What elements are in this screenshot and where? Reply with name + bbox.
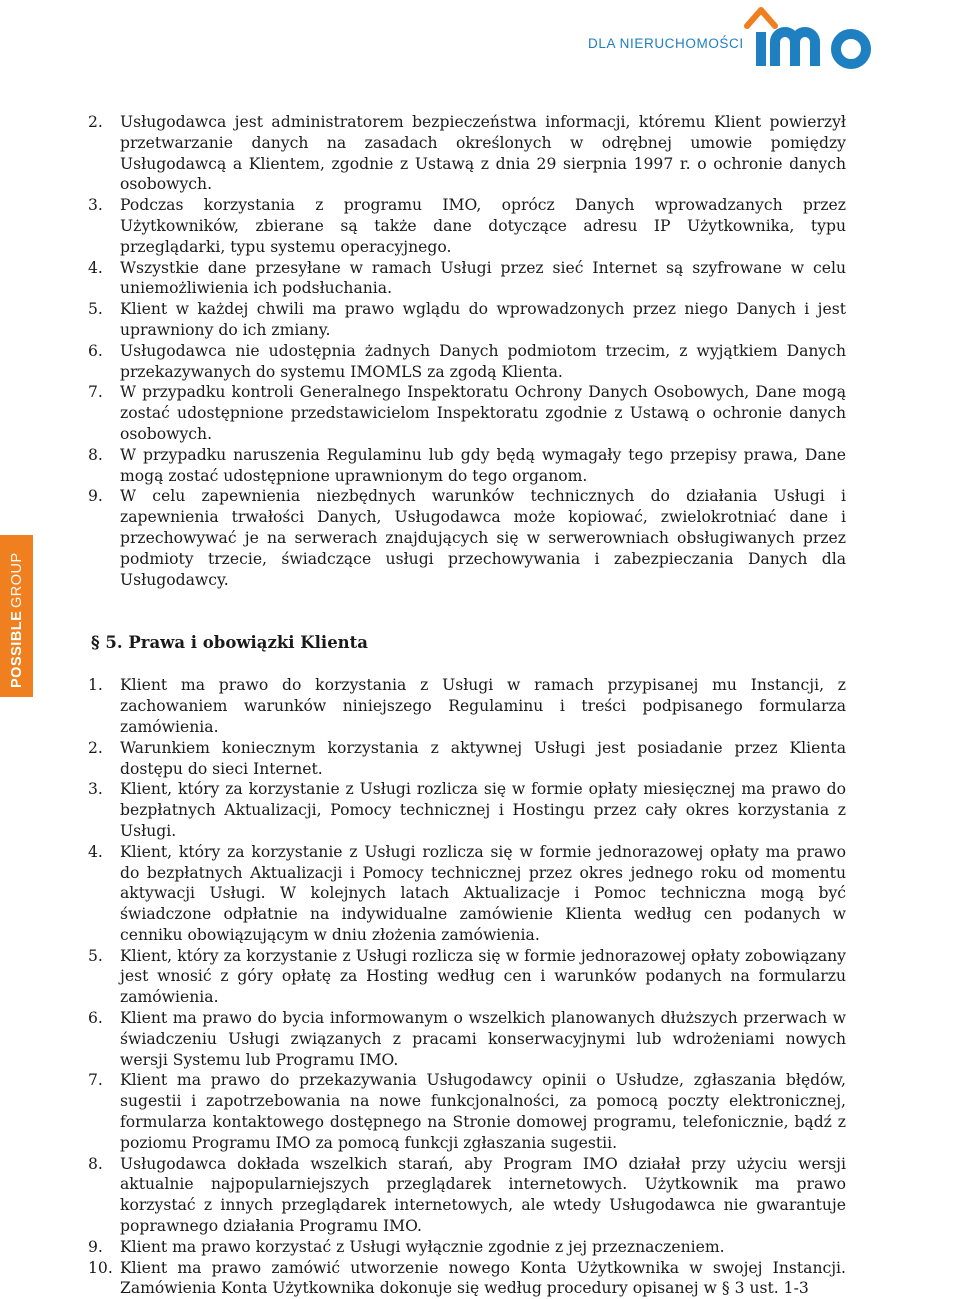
- imo-logo: [743, 4, 883, 72]
- section-heading: § 5. Prawa i obowiązki Klienta: [91, 633, 368, 653]
- side-brand-light: GROUP: [9, 552, 25, 608]
- brand-tagline: DLA NIERUCHOMOŚCI: [588, 36, 744, 51]
- item-number: 5.: [88, 300, 103, 319]
- list-item: [88, 258, 846, 300]
- list-item: [88, 779, 846, 841]
- item-number: 9.: [88, 487, 103, 506]
- document-body: [88, 112, 846, 1299]
- item-number: 8.: [88, 445, 103, 464]
- section-spacer: [88, 590, 846, 632]
- item-text: W celu zapewnienia niezbędnych warunków technicznych do działania Usługi i zapewnienia trwałości Danych, Usługodawca może kopiować, zwielokrotniać dane i przechowywać je na serwerach znajdujących się w serwerowniach obsługiwanych przez podmioty trzecie, świadczące usługi przechowywania i zabezpieczania Danych dla Usługodawcy.: [120, 487, 846, 589]
- item-text: Klient ma prawo do przekazywania Usługodawcy opinii o Usłudze, zgłaszania błędów, sugestii i zapotrzebowania na nowe funkcjonalności, za pomocą poczty elektronicznej, formularza kontaktowego dostępnego na Stronie domowej programu, telefonicznie, bądź z poziomu Programu IMO za pomocą funkcji zgłaszania sugestii.: [120, 1071, 846, 1152]
- item-text: Usługodawca jest administratorem bezpieczeństwa informacji, któremu Klient powierzył przetwarzanie danych na zasadach określonych w odrębnej umowie pomiędzy Usługodawcą a Klientem, zgodnie z Ustawą z dnia 29 sierpnia 1997 r. o ochronie danych osobowych.: [120, 113, 846, 194]
- item-number: 6.: [88, 341, 103, 360]
- list-item: [88, 1070, 846, 1153]
- item-text: Klient ma prawo zamówić utworzenie nowego Konta Użytkownika w swojej Instancji. Zamówienia Konta Użytkownika dokonuje się według procedury opisanej w § 3 ust. 1-3: [120, 1258, 846, 1298]
- item-number: 2.: [88, 738, 103, 757]
- list-item: [88, 1258, 846, 1299]
- list-item: [88, 1237, 846, 1258]
- item-text: Klient, który za korzystanie z Usługi rozlicza się w formie jednorazowej opłaty ma prawo do bezpłatnych Aktualizacji i Pomocy technicznej przez okres jednego roku od momentu aktywacji Usługi. W kolejnych latach Aktualizacje i Pomoc techniczna mogą być świadczone odpłatnie na indywidualne zamówienie Klienta według cen podanych w cenniku obowiązującym w dniu złożenia zamówienia.: [120, 842, 846, 944]
- item-number: 9.: [88, 1237, 103, 1256]
- item-number: 4.: [88, 258, 103, 277]
- list-item: [88, 1008, 846, 1070]
- item-number: 5.: [88, 946, 103, 965]
- item-text: Klient w każdej chwili ma prawo wglądu do wprowadzonych przez niego Danych i jest uprawniony do ich zmiany.: [120, 300, 846, 339]
- item-number: 2.: [88, 113, 103, 131]
- item-number: 7.: [88, 383, 103, 402]
- item-text: Klient ma prawo do korzystania z Usługi w ramach przypisanej mu Instancji, z zachowaniem warunków niniejszego Regulaminu i treści podpisanego formularza zamówienia.: [120, 676, 846, 736]
- item-text: Klient ma prawo do bycia informowanym o wszelkich planowanych dłuższych przerwach w świadczeniu Usługi związanych z pracami konserwacyjnymi lub wdrożeniami nowych wersji Systemu lub Programu IMO.: [120, 1009, 846, 1069]
- item-number: 6.: [88, 1009, 103, 1028]
- list-item: [88, 445, 846, 487]
- item-text: Klient, który za korzystanie z Usługi rozlicza się w formie jednorazowej opłaty zobowiązany jest wnosić z góry opłatę za Hosting według cen i warunków podanych na formularzu zamówienia.: [120, 946, 846, 1007]
- item-text: Klient ma prawo korzystać z Usługi wyłącznie zgodnie z jej przeznaczeniem.: [120, 1237, 725, 1256]
- list-item: [88, 112, 846, 195]
- list-item: [88, 382, 846, 444]
- section4-list: [88, 112, 846, 590]
- item-text: Klient, który za korzystanie z Usługi rozlicza się w formie opłaty miesięcznej ma prawo do bezpłatnych Aktualizacji, Pomocy technicznej i Hostingu przez cały okres korzystania z Usługi.: [120, 780, 846, 840]
- list-item: [88, 946, 846, 1008]
- item-number: 7.: [88, 1071, 103, 1090]
- section5-list: [88, 675, 846, 1299]
- list-item: [88, 842, 846, 946]
- item-text: Warunkiem koniecznym korzystania z aktywnej Usługi jest posiadanie przez Klienta dostępu do sieci Internet.: [120, 738, 846, 778]
- item-number: 1.: [88, 676, 103, 695]
- side-brand-text: [2, 546, 32, 688]
- list-item: [88, 486, 846, 590]
- item-number: 3.: [88, 196, 103, 215]
- item-number: 10.: [88, 1258, 113, 1277]
- list-item: [88, 738, 846, 780]
- list-item: [88, 299, 846, 341]
- item-text: Usługodawca dokłada wszelkich starań, aby Program IMO działał przy użyciu wersji aktualnie najpopularniejszych przeglądarek internetowych. Użytkownik ma prawo korzystać z innych przeglądarek internetowych, ale wtedy Usługodawca nie gwarantuje poprawnego działania Programu IMO.: [120, 1154, 846, 1236]
- list-item: [88, 675, 846, 737]
- logo-roof-icon: [747, 10, 775, 26]
- item-number: 3.: [88, 780, 103, 799]
- item-number: 4.: [88, 842, 103, 861]
- item-text: Podczas korzystania z programu IMO, oprócz Danych wprowadzanych przez Użytkowników, zbierane są także dane dotyczące adresu IP Użytkownika, typu przeglądarki, typu systemu operacyjnego.: [120, 196, 846, 256]
- item-text: W przypadku kontroli Generalnego Inspektoratu Ochrony Danych Osobowych, Dane mogą zostać udostępnione przedstawicielom Inspektoratu zgodnie z Ustawą o ochronie danych osobowych.: [120, 383, 846, 443]
- item-text: W przypadku naruszenia Regulaminu lub gdy będą wymagały tego przepisy prawa, Dane mogą zostać udostępnione uprawnionym do tego organom.: [120, 445, 846, 485]
- item-number: 8.: [88, 1154, 103, 1173]
- list-item: [88, 195, 846, 257]
- page-header: [0, 0, 960, 80]
- item-text: Wszystkie dane przesyłane w ramach Usługi przez sieć Internet są szyfrowane w celu uniemożliwienia ich podsłuchania.: [120, 258, 846, 298]
- list-item: [88, 1154, 846, 1237]
- item-text: Usługodawca nie udostępnia żadnych Danych podmiotom trzecim, z wyjątkiem Danych przekazywanych do systemu IMOMLS za zgodą Klienta.: [120, 341, 846, 381]
- side-brand-strong: POSSIBLE: [9, 610, 25, 688]
- list-item: [88, 341, 846, 383]
